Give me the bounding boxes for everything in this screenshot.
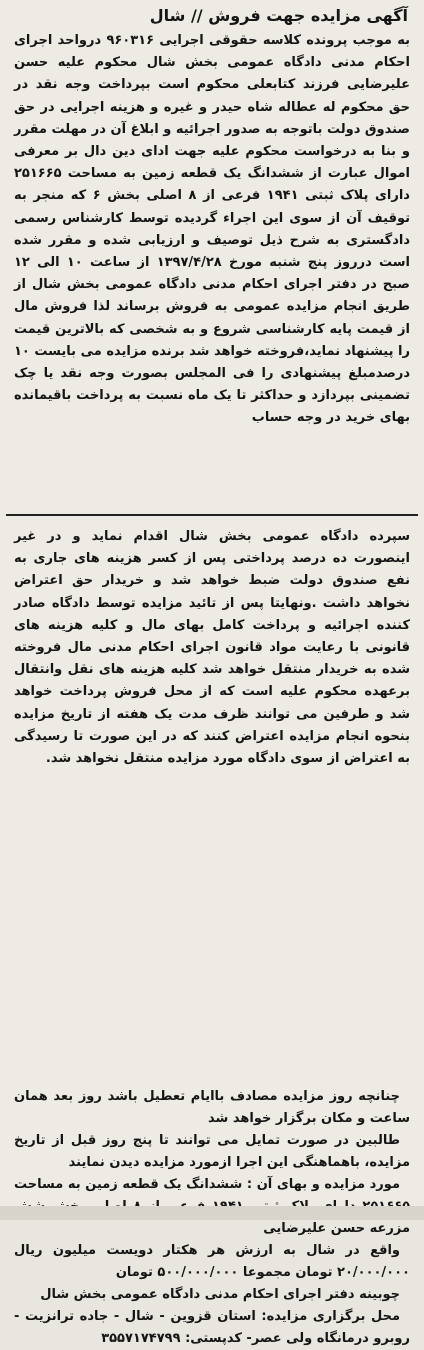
- ad-paragraph-5: مورد مزایده و بهای آن : ششدانگ یک قطعه زمین به مساحت مزرعه حسن علیرضایی: [14, 1177, 410, 1236]
- ad-paragraph-7: چوبینه دفتر اجرای احکام مدنی دادگاه عمومی بخش شال: [40, 1287, 400, 1302]
- ad-paragraph-6: واقع در شال به ارزش هر هکتار دویست میلیون ریال ۲۰/۰۰۰/۰۰۰ تومان مجموعا ۵۰۰/۰۰۰/۰۰۰ تومان: [14, 1243, 410, 1280]
- ad-paragraph-8: محل برگزاری مزایده: استان قزوین - شال - جاده ترانزیت - روبرو درمانگاه ولی عصر- کدپستی: ۳۵۵۷۱۷۴۷۹۹: [14, 1309, 410, 1346]
- ad-title: آگهی مزایده جهت فروش // شال: [149, 6, 408, 25]
- bottom-strip: [0, 1206, 424, 1220]
- ad-paragraph-1: به موجب پرونده کلاسه حقوقی اجرایی ۹۶۰۳۱۶ درواحد اجرای احکام مدنی دادگاه عمومی بخش شال محکوم علیه حسن علیرضایی فرزند کتابعلی محکوم است بپرداخت وجه نقد در حق محکوم له عطاله شاه حیدر و غیره و هزینه اجرایی در حق صندوق دولت باتوجه به صدور اجرائیه و ابلاغ آن در مهلت مقرر و بنا به درخواست محکوم علیه جهت ادای دین دال بر معرفی اموال عبارت از ششدانگ یک قطعه زمین به مساحت ۲۵۱۶۶۵ دارای پلاک ثبتی ۱۹۴۱ فرعی از ۸ اصلی بخش ۶ که منجر به توقیف آن از سوی این اجراء گردیده توسط کارشناس رسمی دادگستری به شرح ذیل توصیف و ارزیابی شده و مقرر شده است درروز پنج شنبه مورخ ۱۳۹۷/۴/۲۸ از ساعت ۱۰ الی ۱۲ صبح در دفتر اجرای احکام مدنی دادگاه عمومی بخش شال از طریق انجام مزایده عمومی به فروش برساند لذا فروش مال از قیمت پایه کارشناسی شروع و به شخصی که بالاترین قیمت را پیشنهاد نماید،فروخته خواهد شد برنده مزایده می بایست ۱۰ درصدمبلغ پیشنهادی را فی المجلس بصورت وجه نقد یا چک تضمینی بپردازد و حداکثر تا یک ماه نسبت به پرداخت باقیمانده بهای خرید در وجه حساب: [14, 33, 411, 426]
- section-divider: [6, 514, 418, 516]
- ad-paragraph-3: چنانچه روز مزایده مصادف باایام تعطیل باشد روز بعد همان ساعت و مکان برگزار خواهد شد: [14, 1089, 410, 1126]
- ad-header: [0, 0, 424, 30]
- ad-paragraph-4: طالبین در صورت تمایل می توانند تا پنج روز قبل از تاریخ مزایده، باهماهنگی این اجرا ازمورد مزایده دیدن نمایند: [14, 1133, 410, 1170]
- ad-paragraph-2: سپرده دادگاه عمومی بخش شال اقدام نماید و در غیر اینصورت ده درصد پرداختی پس از کسر هزینه های جاری به نفع صندوق دولت ضبط خواهد شد و خریدار حق اعتراض نخواهد داشت .ونهایتا پس از تائید مزایده توسط دادگاه صادر کننده اجرائیه و پرداخت کامل بهای مال و کلیه هزینه های قانونی با رعایت مواد قانون اجرای احکام مدنی مال فروخته شده به خریدار منتقل خواهد شد کلیه هزینه های نقل وانتقال برعهده محکوم علیه است که از محل فروش پرداخت خواهد شد و طرفین می توانند ظرف مدت یک هفته از تاریخ مزایده بنحوه انجام مزایده اعتراض کنند که در این صورت تا رسیدگی به اعتراض از سوی دادگاه مورد مزایده منتقل نخواهد شد.: [14, 529, 410, 767]
